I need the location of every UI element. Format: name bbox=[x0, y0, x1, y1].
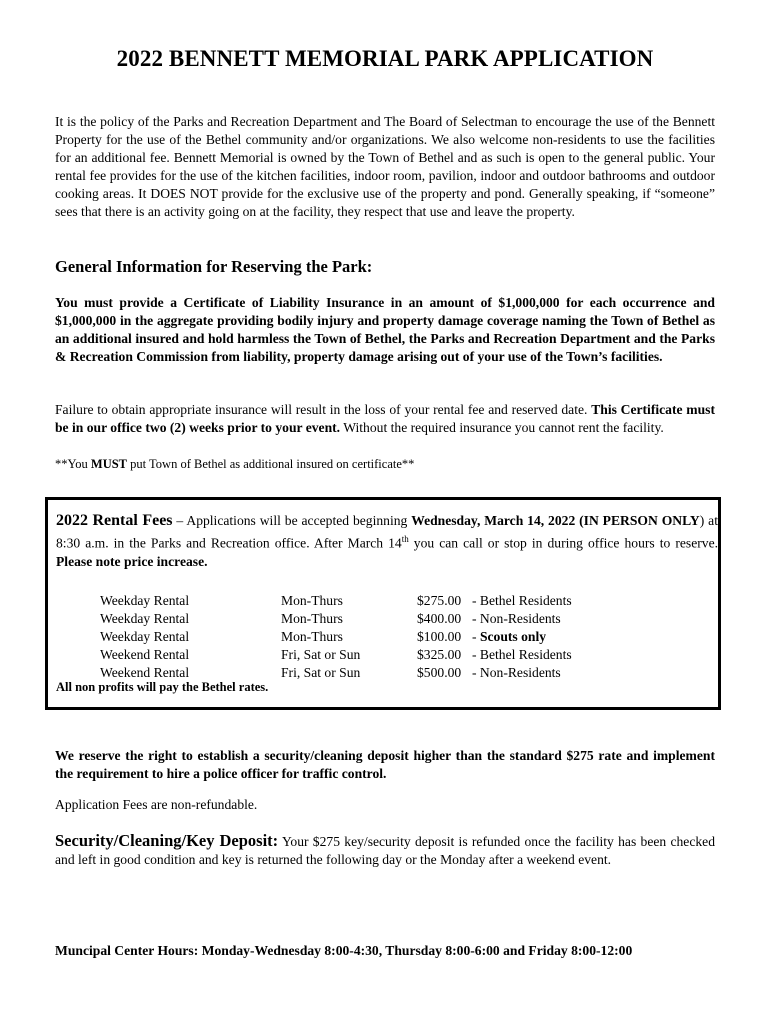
fee-days: Mon-Thurs bbox=[281, 611, 343, 626]
non-profit-note: All non profits will pay the Bethel rates. bbox=[56, 680, 269, 694]
insurance-failure-paragraph bbox=[55, 401, 715, 437]
fee-type: Weekday Rental bbox=[100, 593, 190, 608]
fee-type: Weekday Rental bbox=[100, 629, 190, 644]
fee-price: $275.00 bbox=[417, 593, 462, 608]
deposit-paragraph bbox=[55, 832, 715, 869]
rental-fees-intro bbox=[56, 512, 718, 571]
fee-row bbox=[48, 646, 718, 664]
must-note-emphasis: MUST bbox=[90, 457, 128, 471]
fee-audience-prefix: - bbox=[472, 629, 480, 644]
fee-price: $325.00 bbox=[417, 647, 462, 662]
general-info-heading: General Information for Reserving the Park: bbox=[55, 257, 373, 276]
fee-days: Mon-Thurs bbox=[281, 629, 343, 644]
rental-fees-title: 2022 Rental Fees bbox=[56, 512, 173, 529]
fee-row bbox=[48, 592, 718, 610]
must-note bbox=[55, 455, 715, 473]
fees-text-3: you can call or stop in during office hours to reserve. bbox=[408, 535, 718, 551]
fees-text-2: ) at 8:30 a.m. in the Parks and Recreation office. After March 14 bbox=[56, 513, 718, 551]
must-note-prefix: **You bbox=[55, 457, 91, 471]
fee-type: Weekday Rental bbox=[100, 611, 190, 626]
fee-type: Weekend Rental bbox=[100, 647, 190, 662]
fees-superscript: th bbox=[401, 534, 409, 544]
failure-text: Failure to obtain appropriate insurance will result in the loss of your rental fee and reserved date. bbox=[55, 402, 592, 417]
fee-row bbox=[48, 628, 718, 646]
fee-price: $100.00 bbox=[417, 629, 462, 644]
failure-text-end: Without the required insurance you cannot rent the facility. bbox=[340, 420, 664, 435]
certificate-deadline: This Certificate must be in our office two (2) weeks prior to your event. bbox=[55, 402, 715, 435]
reserve-right-paragraph: We reserve the right to establish a security/cleaning deposit higher than the standard $275 rate and implement the requirement to hire a police officer for traffic control. bbox=[55, 748, 715, 781]
insurance-requirement: You must provide a Certificate of Liability Insurance in an amount of $1,000,000 for each occurrence and $1,000,000 in the aggregate providing bodily injury and property damage coverage naming the Town of Bethel as an additional insured and hold harmless the Town of Bethel, the Parks and Recreation Department and the Parks & Recreation Commission from liability, property damage arising out of your use of the Town’s facilities. bbox=[55, 295, 715, 364]
must-note-suffix: put Town of Bethel as additional insured on certificate** bbox=[127, 457, 415, 471]
fees-opening-date: Wednesday, March 14, 2022 (IN PERSON ONLY bbox=[411, 513, 700, 528]
fee-audience: - Bethel Residents bbox=[472, 593, 572, 608]
fee-days: Fri, Sat or Sun bbox=[281, 647, 361, 662]
fee-audience: - Bethel Residents bbox=[472, 647, 572, 662]
fees-text-1: – Applications will be accepted beginning bbox=[172, 513, 412, 528]
scouts-only-label: Scouts only bbox=[479, 629, 547, 644]
deposit-heading: Security/Cleaning/Key Deposit: bbox=[55, 831, 279, 850]
fee-price: $500.00 bbox=[417, 665, 462, 680]
fee-row bbox=[48, 610, 718, 628]
fee-audience: - Non-Residents bbox=[472, 665, 561, 680]
fee-type: Weekend Rental bbox=[100, 665, 190, 680]
rental-fees-box bbox=[45, 497, 721, 710]
fee-price: $400.00 bbox=[417, 611, 462, 626]
page-title: 2022 BENNETT MEMORIAL PARK APPLICATION bbox=[116, 46, 654, 71]
non-refundable-note: Application Fees are non-refundable. bbox=[55, 797, 258, 812]
intro-paragraph: It is the policy of the Parks and Recreation Department and The Board of Selectman to encourage the use of the Bennett Property for the use of the Bethel community and/or organizations. We also welcome non-residents to use the facilities for an additional fee. Bennett Memorial is owned by the Town of Bethel and as such is open to the general public. Your rental fee provides for the use of the kitchen facilities, indoor room, pavilion, indoor and outdoor bathrooms and outdoor cooking areas. It DOES NOT provide for the exclusive use of the property and pond. Generally speaking, if “someone” sees that there is an activity going on at the facility, they respect that use and leave the property. bbox=[55, 114, 715, 219]
deposit-text: Your $275 key/security deposit is refunded once the facility has been checked and left in good condition and key is returned the following day or the Monday after a weekend event. bbox=[55, 834, 715, 867]
fee-audience bbox=[472, 628, 546, 646]
price-increase-note: Please note price increase. bbox=[56, 553, 208, 569]
fee-days: Mon-Thurs bbox=[281, 593, 343, 608]
fee-audience: - Non-Residents bbox=[472, 611, 561, 626]
municipal-hours: Muncipal Center Hours: Monday-Wednesday 8:00-4:30, Thursday 8:00-6:00 and Friday 8:00-12:00 bbox=[55, 943, 633, 958]
fee-days: Fri, Sat or Sun bbox=[281, 665, 361, 680]
